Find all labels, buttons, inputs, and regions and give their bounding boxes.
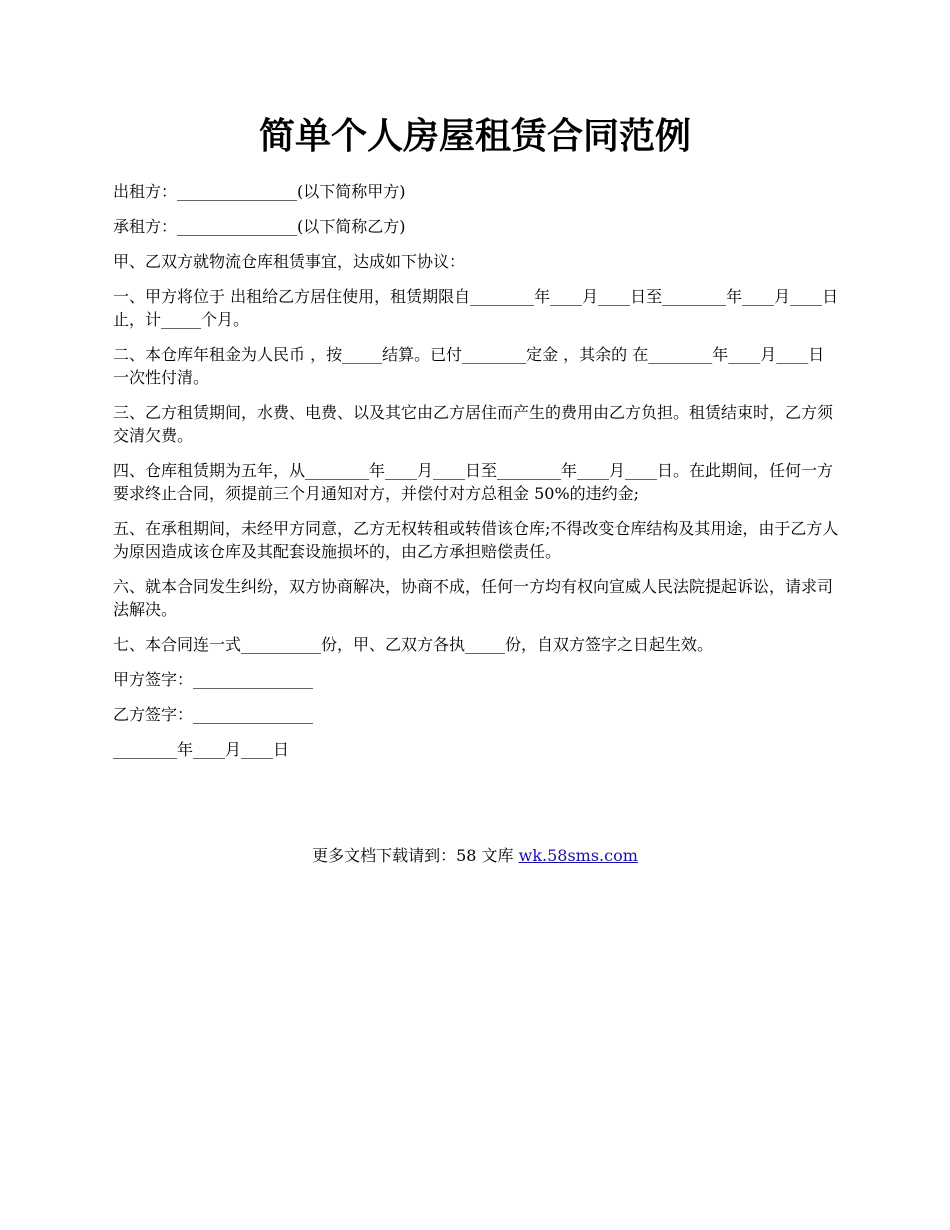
- clause-5: 五、在承租期间，未经甲方同意，乙方无权转租或转借该仓库;不得改变仓库结构及其用途，由于乙方人为原因造成该仓库及其配套设施损坏的，由乙方承担赔偿责任。: [113, 519, 839, 561]
- lessee-line: 承租方：_______________(以下简称乙方): [113, 217, 406, 236]
- footer: [0, 844, 950, 868]
- clause-1: 一、甲方将位于 出租给乙方居住使用，租赁期限自________年____月____日至________年____月____日止，计_____个月。: [113, 287, 839, 329]
- lessor-signature-line: 甲方签字：_______________: [113, 670, 314, 689]
- lessee-signature-line: 乙方签字：_______________: [113, 705, 314, 724]
- footer-text: 更多文档下载请到：58 文库: [312, 846, 519, 865]
- lessor-line: 出租方：_______________(以下简称甲方): [113, 182, 406, 201]
- footer-link[interactable]: wk.58sms.com: [518, 846, 638, 865]
- clause-4: 四、仓库租赁期为五年，从________年____月____日至________年____月____日。在此期间，任何一方要求终止合同，须提前三个月通知对方，并偿付对方总租金 50%的违约金;: [113, 461, 834, 503]
- agreement-intro: 甲、乙双方就物流仓库租赁事宜，达成如下协议：: [113, 252, 466, 271]
- clause-3: 三、乙方租赁期间，水费、电费、以及其它由乙方居住而产生的费用由乙方负担。租赁结束时，乙方须交清欠费。: [113, 403, 834, 445]
- document-body: [113, 180, 840, 773]
- clause-2: 二、本仓库年租金为人民币 ，按_____结算。已付________定金 ，其余的 在________年____月____日一次性付清。: [113, 345, 825, 387]
- date-line: ________年____月____日: [113, 740, 290, 759]
- clause-7: 七、本合同连一式__________份，甲、乙双方各执_____份，自双方签字之日起生效。: [113, 635, 714, 654]
- document-title: 简单个人房屋租赁合同范例: [258, 115, 691, 157]
- clause-6: 六、就本合同发生纠纷，双方协商解决，协商不成，任何一方均有权向宣威人民法院提起诉讼，请求司法解决。: [113, 577, 834, 619]
